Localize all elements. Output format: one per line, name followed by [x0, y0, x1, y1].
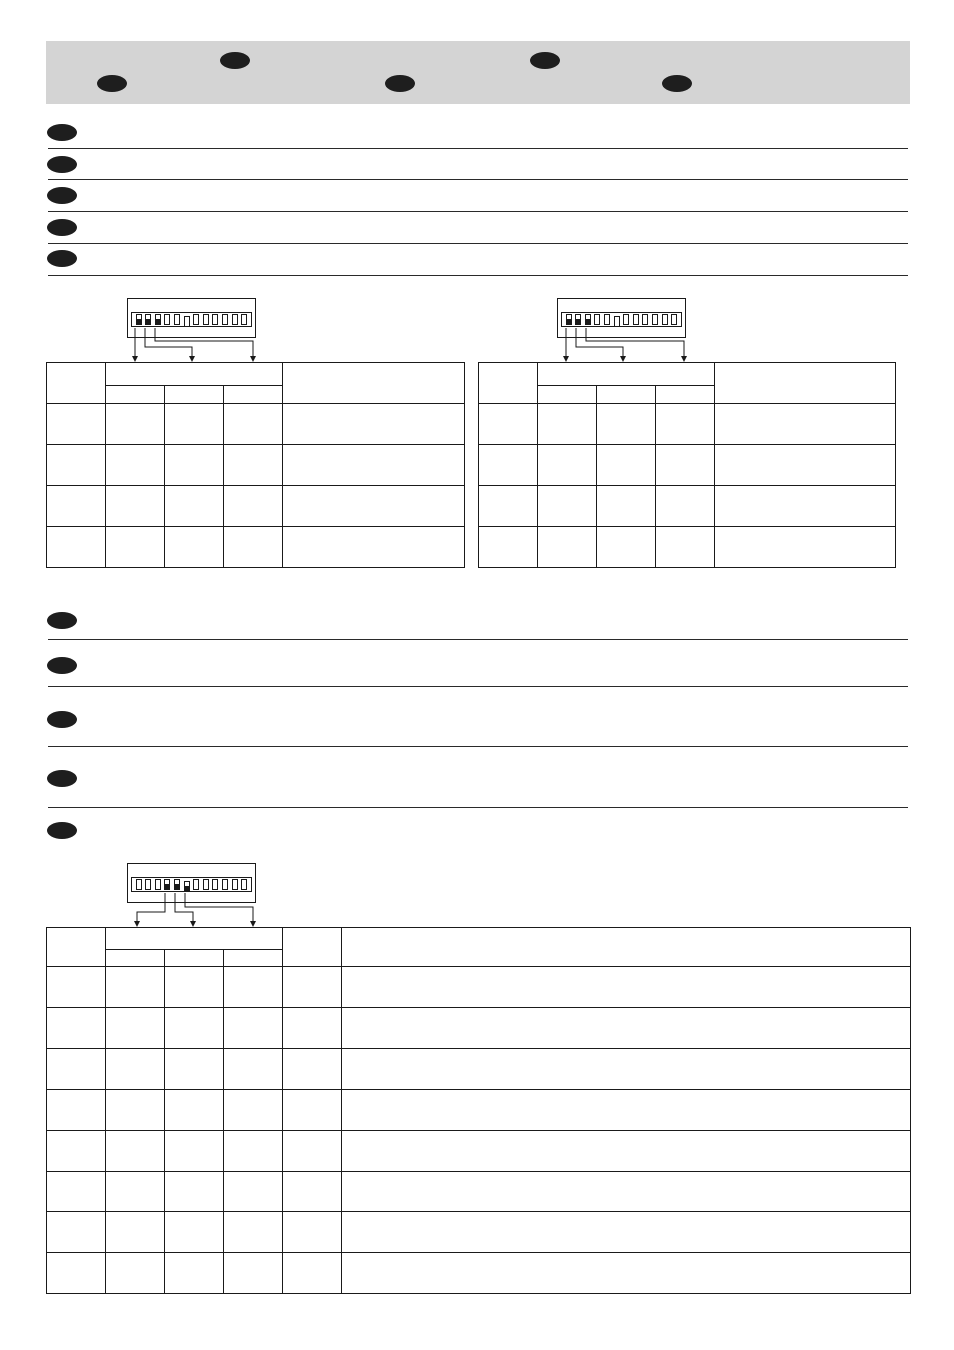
table-row — [47, 1253, 911, 1294]
table-cell — [224, 967, 283, 1008]
table-cell — [47, 1212, 106, 1253]
table-cell — [342, 967, 911, 1008]
table-cell — [224, 1090, 283, 1131]
table-cell — [106, 1049, 165, 1090]
table-header-cell — [342, 928, 911, 967]
table-cell — [47, 1172, 106, 1212]
table-cell — [224, 1131, 283, 1172]
table-cell — [342, 1212, 911, 1253]
table-subheader-cell — [106, 950, 165, 967]
table-cell — [47, 1090, 106, 1131]
table-cell — [342, 1008, 911, 1049]
table-cell — [47, 1008, 106, 1049]
table-cell — [283, 1008, 342, 1049]
table-cell — [47, 1253, 106, 1294]
table-cell — [283, 1212, 342, 1253]
table-row — [47, 1172, 911, 1212]
table-row — [47, 1008, 911, 1049]
table-cell — [165, 1008, 224, 1049]
table-cell — [47, 1131, 106, 1172]
table-cell — [106, 1212, 165, 1253]
table-cell — [165, 1253, 224, 1294]
table-3 — [46, 927, 911, 1294]
table-cell — [165, 1172, 224, 1212]
table-cell — [342, 1253, 911, 1294]
table-cell — [283, 1090, 342, 1131]
table-cell — [283, 1253, 342, 1294]
table-header-cell — [47, 928, 106, 967]
table-subheader-cell — [165, 950, 224, 967]
table-cell — [342, 1049, 911, 1090]
table-cell — [283, 1172, 342, 1212]
table-cell — [106, 967, 165, 1008]
table-cell — [342, 1172, 911, 1212]
table-cell — [165, 1090, 224, 1131]
table-row — [47, 1212, 911, 1253]
table-row — [47, 1090, 911, 1131]
table-cell — [106, 1172, 165, 1212]
table-cell — [283, 1131, 342, 1172]
table-cell — [342, 1131, 911, 1172]
table-cell — [224, 1212, 283, 1253]
table-cell — [283, 1049, 342, 1090]
table-header-cell — [283, 928, 342, 967]
table-cell — [224, 1172, 283, 1212]
table-cell — [47, 1049, 106, 1090]
table-cell — [224, 1049, 283, 1090]
table-cell — [106, 1008, 165, 1049]
table-header-cell — [106, 928, 283, 950]
table-cell — [165, 1049, 224, 1090]
table-cell — [224, 1008, 283, 1049]
table-cell — [106, 1253, 165, 1294]
table-cell — [106, 1090, 165, 1131]
table-cell — [165, 967, 224, 1008]
table-row — [47, 967, 911, 1008]
table-subheader-cell — [224, 950, 283, 967]
table-cell — [283, 967, 342, 1008]
table-cell — [106, 1131, 165, 1172]
table-cell — [165, 1212, 224, 1253]
table-cell — [342, 1090, 911, 1131]
table-cell — [224, 1253, 283, 1294]
table-cell — [47, 967, 106, 1008]
table-row — [47, 1131, 911, 1172]
table-row — [47, 1049, 911, 1090]
table-cell — [165, 1131, 224, 1172]
